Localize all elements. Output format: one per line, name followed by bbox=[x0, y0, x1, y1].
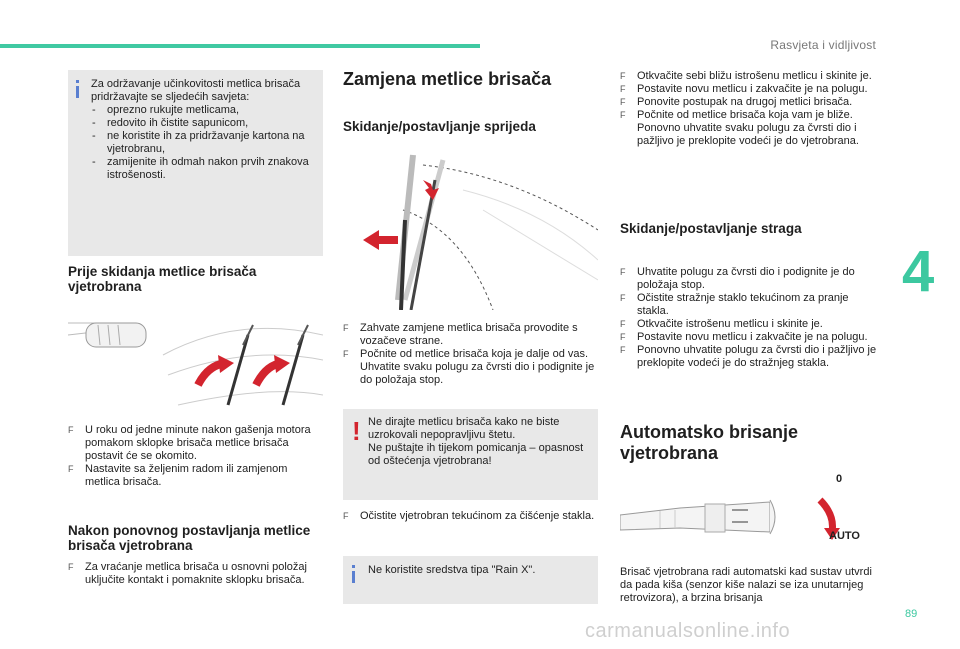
info-icon bbox=[76, 86, 79, 98]
front-list bbox=[343, 322, 595, 387]
wiper-stalk-illustration bbox=[620, 470, 865, 555]
windscreen-wipers-illustration bbox=[68, 315, 323, 415]
list-item: F Zahvate zamjene metlica brisača provodite s vozačeve strane. bbox=[343, 322, 595, 348]
tip-text bbox=[91, 78, 317, 182]
after-refit-heading: Nakon ponovnog postavljanja metlice brisača vjetrobrana bbox=[68, 523, 311, 553]
auto-wipe-heading: Automatsko brisanje vjetrobrana bbox=[620, 422, 799, 463]
front-removal-text bbox=[343, 322, 595, 387]
after-list bbox=[68, 561, 318, 587]
stalk-auto-label: AUTO bbox=[829, 530, 860, 542]
list-item: F Otkvačite sebi bližu istrošenu metlicu i skinite je. bbox=[620, 70, 878, 83]
list-item: - zamijenite ih odmah nakon prvih znakova istrošenosti. bbox=[91, 156, 317, 182]
list-item: F Za vraćanje metlica brisača u osnovni položaj uključite kontakt i pomaknite sklopku brisača. bbox=[68, 561, 318, 587]
list-item: F Postavite novu metlicu i zakvačite je na polugu. bbox=[620, 83, 878, 96]
note-text: Ne koristite sredstva tipa "Rain X". bbox=[368, 564, 536, 576]
page-number: 89 bbox=[905, 608, 918, 620]
list-item: - oprezno rukujte metlicama, bbox=[91, 104, 317, 117]
list-item: F Očistite stražnje staklo tekućinom za pranje stakla. bbox=[620, 292, 878, 318]
wiper-replacement-heading: Zamjena metlice brisača bbox=[343, 69, 552, 89]
section-header: Rasvjeta i vidljivost bbox=[770, 38, 876, 52]
stalk-zero-label: 0 bbox=[836, 473, 843, 485]
tip-intro: Za održavanje učinkovitosti metlica brisača pridržavajte se sljedećih savjeta: bbox=[91, 78, 301, 103]
chapter-number: 4 bbox=[902, 239, 935, 304]
steps-list bbox=[620, 70, 878, 148]
info-icon bbox=[352, 571, 355, 583]
before-list bbox=[68, 424, 318, 489]
clean-text bbox=[343, 510, 595, 523]
clean-list bbox=[343, 510, 595, 523]
list-item: - redovito ih čistite sapunicom, bbox=[91, 117, 317, 130]
after-refit-text bbox=[68, 561, 318, 587]
before-removal-text bbox=[68, 424, 318, 489]
front-removal-heading: Skidanje/postavljanje sprijeda bbox=[343, 119, 536, 134]
warning-icon: ! bbox=[352, 416, 361, 446]
list-item: F Očistite vjetrobran tekućinom za čišćenje stakla. bbox=[343, 510, 595, 523]
list-item: F Ponovite postupak na drugoj metlici brisača. bbox=[620, 96, 878, 109]
top-accent-bar bbox=[0, 44, 480, 48]
front-steps bbox=[620, 70, 878, 148]
list-item: F Otkvačite istrošenu metlicu i skinite je. bbox=[620, 318, 878, 331]
watermark: carmanualsonline.info bbox=[585, 620, 791, 642]
rear-removal-text bbox=[620, 266, 878, 370]
rear-removal-heading: Skidanje/postavljanje straga bbox=[620, 221, 802, 236]
list-item: F Počnite od metlice brisača koja je dalje od vas. Uhvatite svaku polugu za čvrsti dio i podignite je do položaja stop. bbox=[343, 348, 595, 387]
before-removal-heading: Prije skidanja metlice brisača vjetrobrana bbox=[68, 264, 257, 294]
list-item: F Uhvatite polugu za čvrsti dio i podignite je do položaja stop. bbox=[620, 266, 878, 292]
list-item: F Ponovno uhvatite polugu za čvrsti dio i pažljivo je preklopite vodeći je do stražnjeg stakla. bbox=[620, 344, 878, 370]
auto-wipe-text: Brisač vjetrobrana radi automatski kad sustav utvrdi da pada kiša (senzor kiše nalazi se iza unutarnjeg retrovizora), a brzina brisanja bbox=[620, 566, 872, 604]
front-wiper-illustration bbox=[343, 150, 598, 310]
list-item: F Postavite novu metlicu i zakvačite je na polugu. bbox=[620, 331, 878, 344]
warning-text: Ne dirajte metlicu brisača kako ne biste uzrokovali nepopravljivu štetu. Ne puštajte ih tijekom pomicanja – opasnost od oštećenja vjetrobrana! bbox=[368, 416, 584, 467]
list-item: F Nastavite sa željenim radom ili zamjenom metlica brisača. bbox=[68, 463, 318, 489]
list-item: F Počnite od metlice brisača koja vam je bliže. Ponovno uhvatite svaku polugu za čvrsti dio i pažljivo je preklopite vodeći je do vjetrobrana. bbox=[620, 109, 878, 148]
tip-list bbox=[91, 104, 317, 182]
list-item: - ne koristite ih za pridržavanje kartona na vjetrobranu, bbox=[91, 130, 317, 156]
list-item: F U roku od jedne minute nakon gašenja motora pomakom sklopke brisača metlice brisača postavit će se okomito. bbox=[68, 424, 318, 463]
rear-list bbox=[620, 266, 878, 370]
